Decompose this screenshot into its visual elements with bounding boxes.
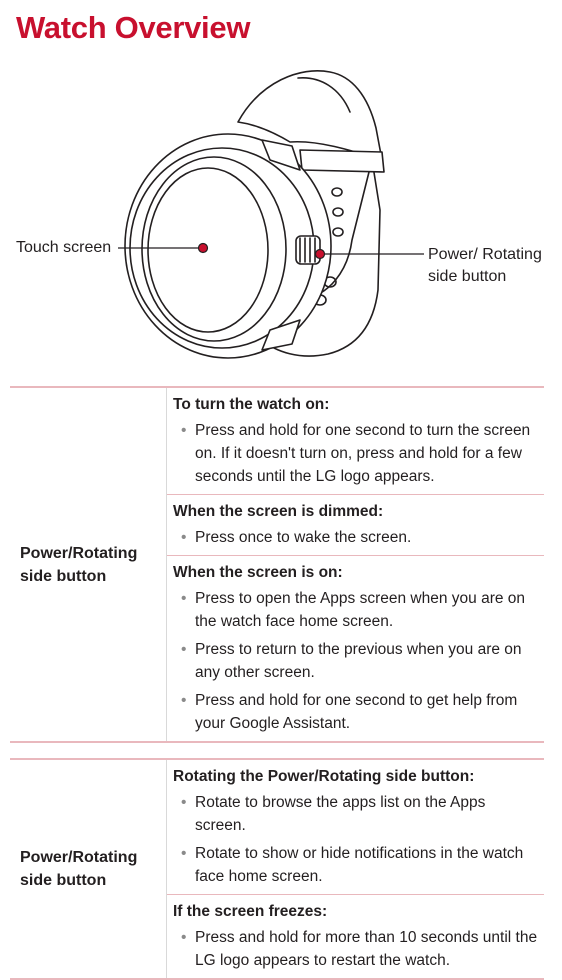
list-item: • Rotate to browse the apps list on the Apps screen.	[181, 794, 486, 834]
list-item: • Rotate to show or hide notifications in the watch face home screen.	[181, 845, 524, 885]
page-title: Watch Overview	[16, 10, 251, 45]
spec-table-1	[10, 386, 544, 743]
callout-power-button	[428, 244, 558, 288]
list-item: • Press and hold for more than 10 seconds until the LG logo appears to restart the watch.	[181, 929, 538, 969]
section-heading: When the screen is on:	[173, 564, 343, 581]
section-screen-on	[167, 556, 544, 741]
section-freezes	[167, 895, 544, 978]
watch-illustration	[0, 55, 562, 375]
row-content	[167, 759, 545, 979]
section-heading: To turn the watch on:	[173, 396, 330, 413]
section-dimmed	[167, 495, 544, 556]
row-content	[167, 387, 545, 742]
list-item: • Press and hold for one second to turn the screen on. If it doesn't turn on, press and hold for a few seconds until the LG logo appears.	[181, 422, 531, 485]
spec-table-2	[10, 758, 544, 980]
list-item: • Press to open the Apps screen when you are on the watch face home screen.	[181, 590, 526, 630]
list-item: • Press and hold for one second to get help from your Google Assistant.	[181, 692, 518, 732]
section-heading: If the screen freezes:	[173, 903, 328, 920]
touch-screen	[148, 168, 268, 332]
section-heading: When the screen is dimmed:	[173, 503, 384, 520]
section-heading: Rotating the Power/Rotating side button:	[173, 768, 475, 785]
list-item: • Press to return to the previous when you are on any other screen.	[181, 641, 522, 681]
row-label: Power/Rotating side button	[10, 759, 167, 979]
list-item: • Press once to wake the screen.	[181, 529, 412, 546]
callout-power-label: Power/ Rotating side button	[428, 246, 542, 285]
callout-touch-screen: Touch screen	[16, 239, 112, 256]
row-label: Power/Rotating side button	[10, 387, 167, 742]
section-rotating	[167, 760, 544, 895]
power-button-marker	[316, 250, 325, 259]
section-turn-on	[167, 388, 544, 495]
touch-screen-marker	[199, 244, 208, 253]
